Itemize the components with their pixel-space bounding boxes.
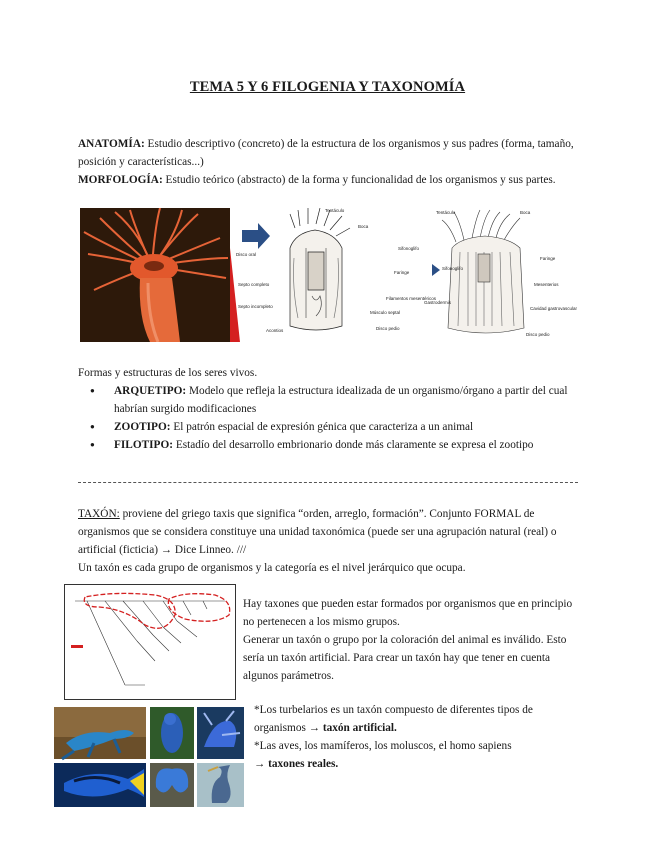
example-real-label: taxones reales. [268,758,339,770]
label-sifonoglifo: Sifonoglifo [398,246,420,251]
label-tentaculo-r: Tentáculo [436,210,456,215]
label-filamentos: Filamentos mesentéricos [386,296,437,301]
label-mesenterios: Mesenterios [534,282,559,287]
example-real [254,755,579,773]
anemone-anatomy-figure [80,208,580,342]
definitions [78,135,578,189]
label-tentaculo-top: Tentáculo [325,208,345,213]
example-artificial-text: *Los turbelarios es un taxón compuesto de diferentes tipos de organismos → [254,704,533,734]
example-real-arrow: → [254,758,269,770]
tree-paragraph-2: Generar un taxón o grupo por la coloración del animal es inválido. Esto sería un taxón artificial. Para crear un taxón hay que tener en cuenta algunos parámetros. [243,634,567,682]
label-cavidad: Cavidad gastrovascular [530,306,578,311]
taxon-examples [254,701,579,773]
label-musculo-septal: Músculo septal [370,310,401,315]
formas-list [78,382,578,454]
taxon-definition [78,505,578,559]
small-arrow-icon [432,264,440,276]
label-acontios: Acontios [266,328,284,333]
formas-intro: Formas y estructuras de los seres vivos. [78,367,258,379]
label-disco-pedio: Disco pedio [376,326,400,331]
list-item [78,436,578,454]
tree-svg [65,585,235,699]
label-disco-oral: Disco oral [236,252,257,257]
label-boca-r: Boca [520,210,531,215]
phylogenetic-tree-figure [64,584,236,700]
anemone-figure-svg [80,208,580,342]
section-divider [78,482,578,483]
morfologia-term: MORFOLOGÍA: [78,174,163,186]
example-real-line: *Las aves, los mamíferos, los moluscos, el homo sapiens [254,740,512,752]
zootipo-term: ZOOTIPO: [114,421,171,433]
filotipo-term: FILOTIPO: [114,439,173,451]
formas-section [78,364,578,454]
label-sifonoglifo-r: Sifonoglifo [442,266,464,271]
taxon-line2: Un taxón es cada grupo de organismos y la categoría es el nivel jerárquico que ocupa. [78,562,466,574]
artificial-group-outline [84,593,175,628]
example-artificial-label: taxón artificial. [322,722,397,734]
animal-photos [54,707,244,807]
example-artificial [254,701,579,737]
label-faringe: Faringe [394,270,410,275]
anatomia-term: ANATOMÍA: [78,138,145,150]
label-septo-incompleto: Septo incompleto [238,304,273,309]
taxon-section [78,505,578,577]
anemone-longitudinal-diagram [442,210,524,333]
arquetipo-text: Modelo que refleja la estructura idealizada de un organismo/órgano a partir del cual habrían surgido modificaciones [114,385,568,415]
red-wedge [230,248,240,342]
label-faringe-r: Faringe [540,256,556,261]
label-gastrodermis: Gastrodermis [424,300,452,305]
filotipo-text: Estadío del desarrollo embrionario donde más claramente se expresa el zootipo [173,439,534,451]
morfologia-definition [78,171,578,189]
anemone-cross-section-diagram [290,208,350,330]
tree-explanation [243,595,578,685]
red-marker [71,645,83,648]
arquetipo-term: ARQUETIPO: [114,385,187,397]
list-item [78,418,578,436]
label-septo-completo: Septo completo [238,282,270,287]
taxon-term: TAXÓN: [78,508,120,520]
taxon-text: proviene del griego taxis que significa “orden, arreglo, formación”. Conjunto FORMAL de organismos que se considera constituye una unidad taxonómica (puede ser una agrupación natural (real) o artificial (ficticia) → Dice Linneo. /// [78,508,557,556]
zootipo-text: El patrón espacial de expresión génica que caracteriza a un animal [170,421,474,433]
natural-group-outline [168,594,229,622]
label-boca: Boca [358,224,369,229]
animal-photos-svg [54,707,244,807]
page-title: TEMA 5 Y 6 FILOGENIA Y TAXONOMÍA [189,79,466,95]
tree-paragraph-1: Hay taxones que pueden estar formados por organismos que en principio no pertenecen a los mismo grupos. [243,598,573,628]
list-item [78,382,578,418]
anatomia-text: Estudio descriptivo (concreto) de la estructura de los organismos y sus padres (forma, tamaño, posición y características...) [78,138,574,168]
label-disco-pedio-r: Disco pedio [526,332,550,337]
morfologia-text: Estudio teórico (abstracto) de la forma y funcionalidad de los organismos y sus partes. [162,174,556,186]
blue-arrow-icon [242,223,270,249]
anatomia-definition [78,135,578,171]
